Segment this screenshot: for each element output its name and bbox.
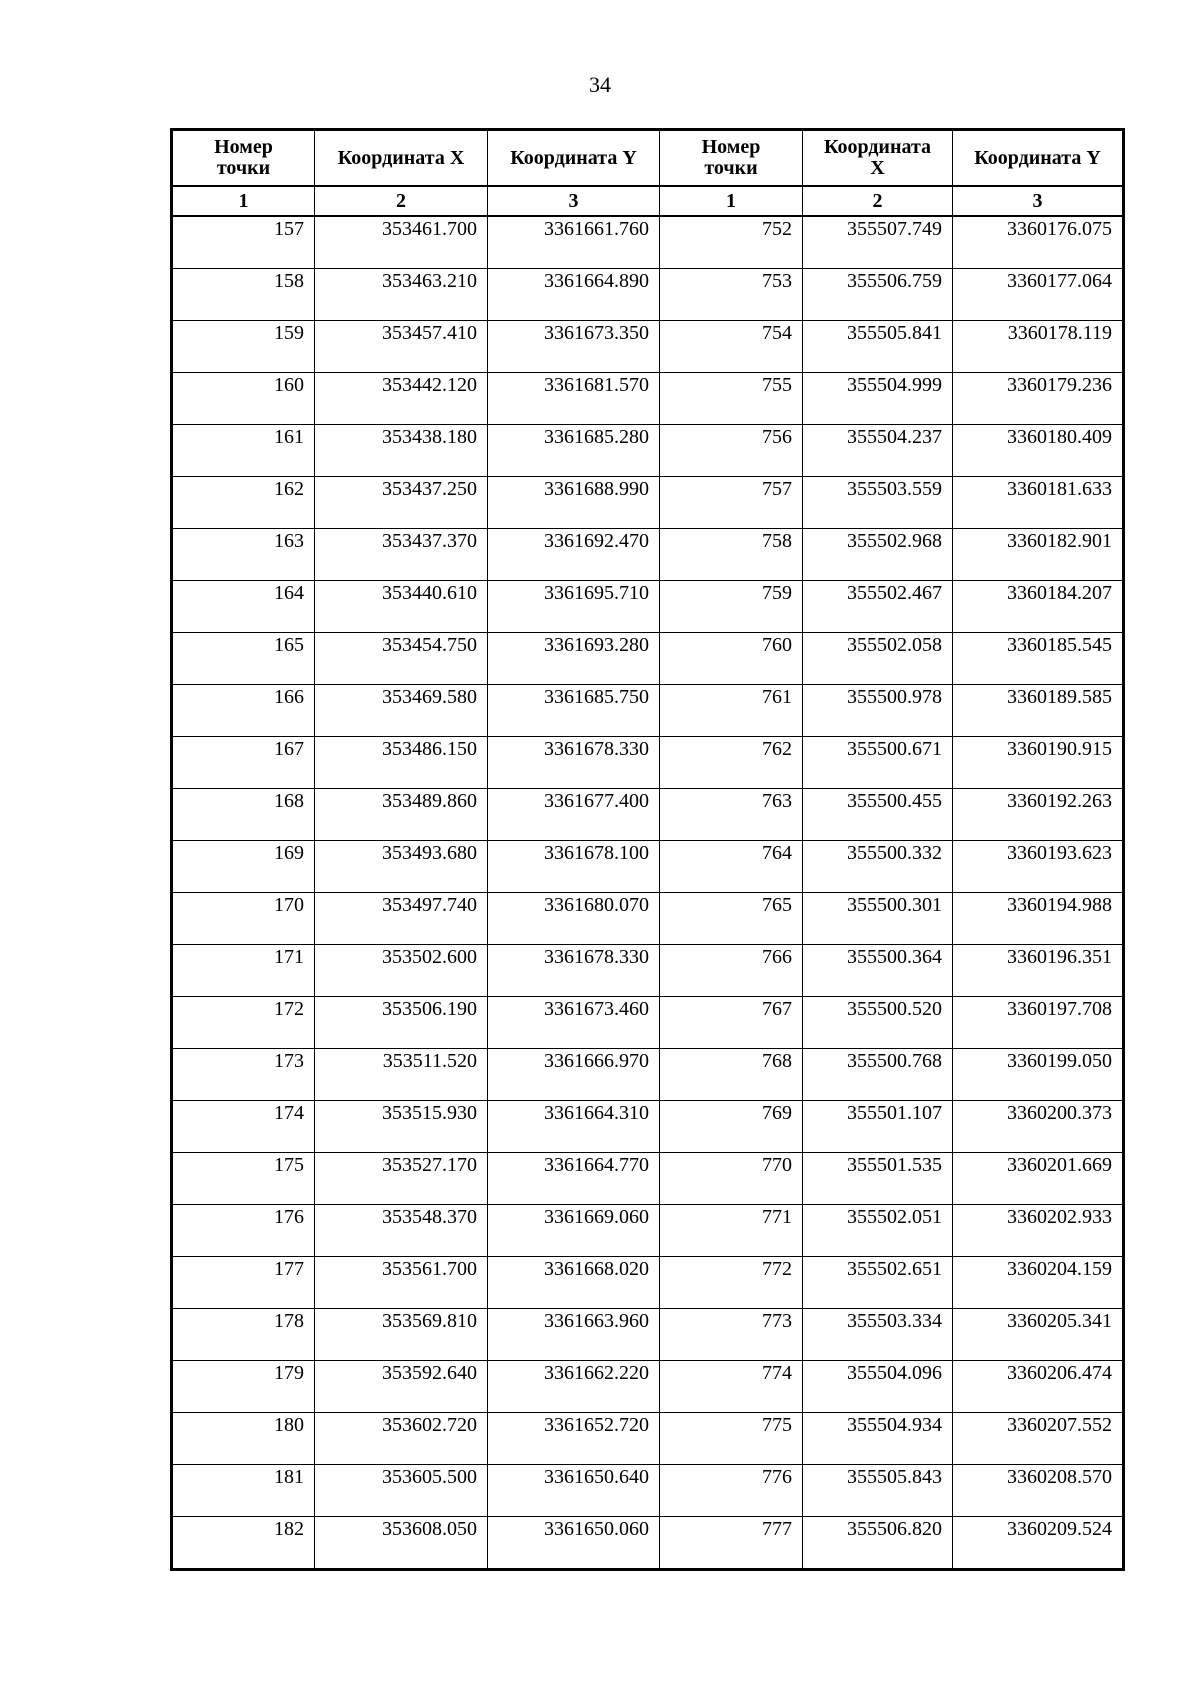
table-cell: 165 (172, 633, 315, 685)
table-cell: 171 (172, 945, 315, 997)
table-cell: 3360201.669 (953, 1153, 1124, 1205)
table-cell: 775 (660, 1413, 803, 1465)
table-cell: 3361695.710 (488, 581, 660, 633)
table-cell: 3360189.585 (953, 685, 1124, 737)
table-cell: 355506.759 (803, 269, 953, 321)
table-row (172, 373, 1124, 425)
table-cell: 179 (172, 1361, 315, 1413)
table-cell: 3361680.070 (488, 893, 660, 945)
table-cell: 3360177.064 (953, 269, 1124, 321)
table-cell: 355500.671 (803, 737, 953, 789)
table-cell: 3361678.330 (488, 945, 660, 997)
header-text: Номер (214, 136, 273, 158)
table-cell: 355504.237 (803, 425, 953, 477)
table-cell: 355505.841 (803, 321, 953, 373)
column-number: 2 (315, 186, 488, 216)
table-cell: 3360207.552 (953, 1413, 1124, 1465)
table-cell: 355503.559 (803, 477, 953, 529)
table-cell: 355500.332 (803, 841, 953, 893)
table-cell: 769 (660, 1101, 803, 1153)
table-cell: 3361692.470 (488, 529, 660, 581)
table-cell: 174 (172, 1101, 315, 1153)
table-cell: 767 (660, 997, 803, 1049)
table-row (172, 1465, 1124, 1517)
table-cell: 353502.600 (315, 945, 488, 997)
table-cell: 355502.651 (803, 1257, 953, 1309)
table-cell: 758 (660, 529, 803, 581)
table-cell: 355507.749 (803, 216, 953, 269)
table-cell: 353437.370 (315, 529, 488, 581)
table-cell: 355501.107 (803, 1101, 953, 1153)
table-cell: 752 (660, 216, 803, 269)
table-cell: 755 (660, 373, 803, 425)
table-row (172, 737, 1124, 789)
table-cell: 355500.455 (803, 789, 953, 841)
table-cell: 355501.535 (803, 1153, 953, 1205)
table-cell: 3361663.960 (488, 1309, 660, 1361)
table-row (172, 997, 1124, 1049)
table-cell: 353569.810 (315, 1309, 488, 1361)
table-row (172, 1361, 1124, 1413)
table-cell: 178 (172, 1309, 315, 1361)
header-text: Координата Y (510, 146, 637, 169)
table-cell: 762 (660, 737, 803, 789)
table-cell: 164 (172, 581, 315, 633)
table-row (172, 477, 1124, 529)
table-cell: 772 (660, 1257, 803, 1309)
table-cell: 166 (172, 685, 315, 737)
table-cell: 353437.250 (315, 477, 488, 529)
table-cell: 766 (660, 945, 803, 997)
table-cell: 355500.301 (803, 893, 953, 945)
table-cell: 3361652.720 (488, 1413, 660, 1465)
table-cell: 353461.700 (315, 216, 488, 269)
table-cell: 753 (660, 269, 803, 321)
table-row (172, 321, 1124, 373)
table-cell: 763 (660, 789, 803, 841)
table-body (172, 216, 1124, 1570)
table-cell: 160 (172, 373, 315, 425)
column-number: 3 (488, 186, 660, 216)
table-cell: 759 (660, 581, 803, 633)
coordinates-table (170, 128, 1125, 1571)
table-row (172, 1309, 1124, 1361)
table-cell: 3360184.207 (953, 581, 1124, 633)
table-cell: 3361664.770 (488, 1153, 660, 1205)
table-cell: 175 (172, 1153, 315, 1205)
table-cell: 3360205.341 (953, 1309, 1124, 1361)
col-coord-y-header (488, 130, 660, 187)
page-number: 34 (589, 72, 611, 97)
table-cell: 3360181.633 (953, 477, 1124, 529)
table-cell: 3361678.330 (488, 737, 660, 789)
table-cell: 353605.500 (315, 1465, 488, 1517)
table-cell: 168 (172, 789, 315, 841)
table-cell: 353469.580 (315, 685, 488, 737)
table-cell: 754 (660, 321, 803, 373)
table-cell: 177 (172, 1257, 315, 1309)
table-cell: 761 (660, 685, 803, 737)
table-cell: 355500.768 (803, 1049, 953, 1101)
table-row (172, 1153, 1124, 1205)
table-cell: 163 (172, 529, 315, 581)
table-row (172, 685, 1124, 737)
table-cell: 3361673.350 (488, 321, 660, 373)
table-cell: 3361650.060 (488, 1517, 660, 1570)
table-cell: 167 (172, 737, 315, 789)
table-row (172, 425, 1124, 477)
table-cell: 180 (172, 1413, 315, 1465)
table-cell: 765 (660, 893, 803, 945)
table-cell: 3360178.119 (953, 321, 1124, 373)
table-cell: 774 (660, 1361, 803, 1413)
table-cell: 3361685.280 (488, 425, 660, 477)
col-coord-x-2-header (803, 130, 953, 187)
table-row (172, 841, 1124, 893)
column-number-row (172, 186, 1124, 216)
col-coord-y-2-header (953, 130, 1124, 187)
table-cell: 353561.700 (315, 1257, 488, 1309)
table-cell: 3360182.901 (953, 529, 1124, 581)
header-text: Координата Y (974, 146, 1101, 169)
table-cell: 355504.096 (803, 1361, 953, 1413)
table-cell: 3360204.159 (953, 1257, 1124, 1309)
table-cell: 157 (172, 216, 315, 269)
table-cell: 355506.820 (803, 1517, 953, 1570)
table-cell: 773 (660, 1309, 803, 1361)
table-cell: 3360194.988 (953, 893, 1124, 945)
table-cell: 3361673.460 (488, 997, 660, 1049)
table-cell: 3361669.060 (488, 1205, 660, 1257)
table-cell: 757 (660, 477, 803, 529)
table-cell: 3360202.933 (953, 1205, 1124, 1257)
column-number: 1 (172, 186, 315, 216)
table-cell: 756 (660, 425, 803, 477)
table-cell: 355502.968 (803, 529, 953, 581)
table-cell: 162 (172, 477, 315, 529)
table-cell: 355504.934 (803, 1413, 953, 1465)
table-cell: 3361693.280 (488, 633, 660, 685)
table-cell: 3361685.750 (488, 685, 660, 737)
table-cell: 355500.364 (803, 945, 953, 997)
table-row (172, 1413, 1124, 1465)
table-cell: 353515.930 (315, 1101, 488, 1153)
table-row (172, 633, 1124, 685)
table-row (172, 1101, 1124, 1153)
table-cell: 3361681.570 (488, 373, 660, 425)
table-cell: 3360199.050 (953, 1049, 1124, 1101)
table-cell: 3360209.524 (953, 1517, 1124, 1570)
table-cell: 3361661.760 (488, 216, 660, 269)
table-cell: 3360176.075 (953, 216, 1124, 269)
table-cell: 353457.410 (315, 321, 488, 373)
table-cell: 3360190.915 (953, 737, 1124, 789)
table-cell: 353442.120 (315, 373, 488, 425)
table-cell: 176 (172, 1205, 315, 1257)
header-text: точки (216, 157, 271, 179)
table-cell: 172 (172, 997, 315, 1049)
table-row (172, 1205, 1124, 1257)
table-cell: 355502.051 (803, 1205, 953, 1257)
table-row (172, 789, 1124, 841)
table-row (172, 529, 1124, 581)
table-row (172, 269, 1124, 321)
table-cell: 353463.210 (315, 269, 488, 321)
table-cell: 3360185.545 (953, 633, 1124, 685)
table-cell: 353497.740 (315, 893, 488, 945)
table-cell: 3361666.970 (488, 1049, 660, 1101)
table-cell: 353602.720 (315, 1413, 488, 1465)
table-cell: 161 (172, 425, 315, 477)
table-cell: 353592.640 (315, 1361, 488, 1413)
table-cell: 771 (660, 1205, 803, 1257)
table-cell: 355503.334 (803, 1309, 953, 1361)
table-cell: 3361668.020 (488, 1257, 660, 1309)
table-cell: 760 (660, 633, 803, 685)
table-cell: 182 (172, 1517, 315, 1570)
table-cell: 3360200.373 (953, 1101, 1124, 1153)
table-cell: 3361677.400 (488, 789, 660, 841)
table-row (172, 216, 1124, 269)
column-number: 2 (803, 186, 953, 216)
table-cell: 355502.467 (803, 581, 953, 633)
column-number: 1 (660, 186, 803, 216)
table-row (172, 581, 1124, 633)
table-cell: 3360192.263 (953, 789, 1124, 841)
table-cell: 3361662.220 (488, 1361, 660, 1413)
col-coord-x-header (315, 130, 488, 187)
table-cell: 777 (660, 1517, 803, 1570)
table-cell: 355502.058 (803, 633, 953, 685)
table-row (172, 945, 1124, 997)
table-cell: 3360179.236 (953, 373, 1124, 425)
table-cell: 768 (660, 1049, 803, 1101)
header-text: точки (704, 157, 758, 179)
table-cell: 353548.370 (315, 1205, 488, 1257)
header-text: X (870, 157, 885, 179)
table-cell: 353493.680 (315, 841, 488, 893)
table-cell: 764 (660, 841, 803, 893)
table-cell: 770 (660, 1153, 803, 1205)
table-cell: 3360206.474 (953, 1361, 1124, 1413)
table-cell: 3361664.310 (488, 1101, 660, 1153)
table-cell: 353489.860 (315, 789, 488, 841)
table-row (172, 1257, 1124, 1309)
table-cell: 3360180.409 (953, 425, 1124, 477)
header-row (172, 130, 1124, 187)
table-cell: 355500.978 (803, 685, 953, 737)
table-cell: 158 (172, 269, 315, 321)
table-cell: 353527.170 (315, 1153, 488, 1205)
header-text: Координата (823, 136, 932, 158)
table-cell: 3360193.623 (953, 841, 1124, 893)
table-row (172, 893, 1124, 945)
table-cell: 776 (660, 1465, 803, 1517)
table-row (172, 1049, 1124, 1101)
table-cell: 3361678.100 (488, 841, 660, 893)
table-cell: 3361664.890 (488, 269, 660, 321)
table-cell: 355505.843 (803, 1465, 953, 1517)
table-cell: 353440.610 (315, 581, 488, 633)
table-cell: 353506.190 (315, 997, 488, 1049)
table-cell: 353608.050 (315, 1517, 488, 1570)
col-point-number-header (172, 130, 315, 187)
table-cell: 3361650.640 (488, 1465, 660, 1517)
table-cell: 353454.750 (315, 633, 488, 685)
table-cell: 3361688.990 (488, 477, 660, 529)
table-cell: 355500.520 (803, 997, 953, 1049)
table-cell: 3360197.708 (953, 997, 1124, 1049)
table-cell: 355504.999 (803, 373, 953, 425)
header-text: Координата X (337, 146, 465, 169)
col-point-number-2-header (660, 130, 803, 187)
table-cell: 353438.180 (315, 425, 488, 477)
table-cell: 169 (172, 841, 315, 893)
table-row (172, 1517, 1124, 1570)
table-cell: 3360196.351 (953, 945, 1124, 997)
table-cell: 3360208.570 (953, 1465, 1124, 1517)
table-cell: 353486.150 (315, 737, 488, 789)
table-cell: 173 (172, 1049, 315, 1101)
table-cell: 181 (172, 1465, 315, 1517)
table-cell: 353511.520 (315, 1049, 488, 1101)
table-cell: 159 (172, 321, 315, 373)
header-text: Номер (701, 136, 761, 158)
column-number: 3 (953, 186, 1124, 216)
table-cell: 170 (172, 893, 315, 945)
